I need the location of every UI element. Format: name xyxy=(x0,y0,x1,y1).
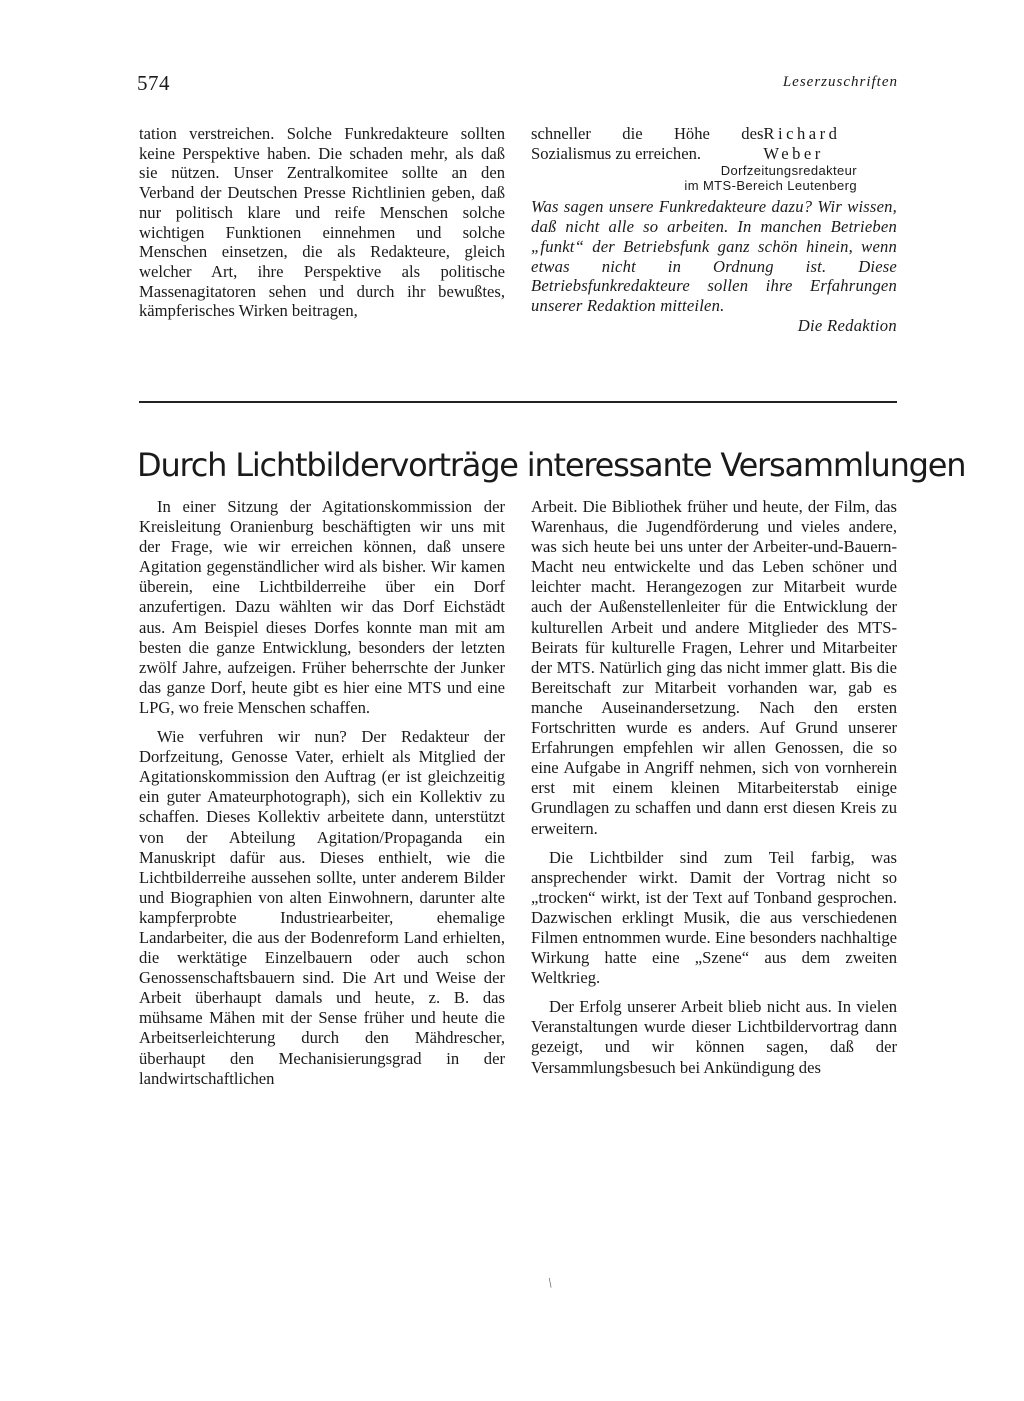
editor-signature: Die Redaktion xyxy=(797,315,897,335)
article-right-column xyxy=(531,497,897,1087)
letter-closing xyxy=(531,124,897,163)
signature-role-line-2: im MTS-Bereich Leutenberg xyxy=(684,178,857,194)
article-left-column xyxy=(139,497,505,1098)
page-number: 574 xyxy=(137,71,170,95)
scan-mark: / xyxy=(545,1276,557,1292)
running-head: Leserzuschriften xyxy=(782,74,898,90)
article-paragraph: Der Erfolg unserer Arbeit blieb nicht aus. In vielen Veranstaltungen wurde dieser Lichtbildervortrag dann gezeigt, und wir können sagen, daß der Versammlungsbesuch bei Ankündigung des xyxy=(531,997,897,1077)
letter-left-column xyxy=(139,124,505,321)
article-title: Durch Lichtbildervorträge interessante Versammlungen xyxy=(137,446,966,484)
article-paragraph: In einer Sitzung der Agitationskommission der Kreisleitung Oranienburg beschäftigten wir uns mit der Frage, wie wir erreichen können, daß unsere Agitation gegenständlicher wird als bisher. Wir kamen überein, eine Lichtbilderreihe über ein Dorf anzufertigen. Dazu wählten wir das Dorf Eichstädt aus. Am Beispiel dieses Dorfes konnte man mit am besten die ganze Entwicklung, besonders der letzten zwölf Jahre, aufzeigen. Früher beherrschte der Junker das ganze Dorf, heute gibt es hier eine MTS und eine LPG, wo freie Menschen schaffen. xyxy=(139,497,505,717)
signature-role xyxy=(531,163,857,193)
editor-note: Was sagen unsere Funkredakteure dazu? Wir wissen, daß nicht alle so arbeiten. In manchen Betrieben „funkt“ der Betriebsfunk ganz schön hinein, wenn etwas nicht in Ordnung ist. Diese Betriebsfunkredakteure sollen ihre Erfahrungen unserer Redaktion mitteilen. xyxy=(531,197,897,315)
article-paragraph: Die Lichtbilder sind zum Teil farbig, was ansprechender wirkt. Damit der Vortrag nicht so „trocken“ wirkt, ist der Text auf Tonband gesprochen. Dazwischen erklingt Musik, die aus verschiedenen Filmen entnommen wurde. Eine besonders nachhaltige Wirkung hatte eine „Szene“ aus dem zweiten Weltkrieg. xyxy=(531,847,897,988)
article-paragraph: Arbeit. Die Bibliothek früher und heute, der Film, das Warenhaus, die Jugendförderung und vieles andere, was sich heute bei uns unter der Arbeiter-und-Bauern-Macht neu entwickelte und das Leben schöner und leichter macht. Herangezogen zur Mitarbeit wurde auch der Außenstellenleiter für die Entwicklung der kulturellen Arbeit und andere Mitglieder des MTS-Beirats für kulturelle Fragen, Lehrer und Mitarbeiter der MTS. Natürlich ging das nicht immer glatt. Bis die Bereitschaft zur Mitarbeit vorhanden war, gab es manche Auseinandersetzung. Nach den ersten Fortschritten wurde es anders. Auf Grund unserer Erfahrungen empfehlen wir allen Genossen, die so eine Aufgabe in Angriff nehmen, sich von vornherein erst mit einem kleinen Mitarbeiterstab einige Grundlagen zu schaffen und dann erst diesen Kreis zu erweitern. xyxy=(531,497,897,838)
signature-role-line-1: Dorfzeitungsredakteur xyxy=(720,163,857,179)
letter-text-end: schneller die Höhe des Sozialismus zu erreichen. xyxy=(531,124,764,163)
letter-text: tation verstreichen. Solche Funkredakteure sollten keine Perspektive haben. Die schaden mehr, als daß sie nützen. Unser Zentralkomitee sollte an den Verband der Deutschen Presse Richtlinien geben, daß nur politisch klare und reife Menschen solche wichtigen Funktionen einnehmen und solche Menschen einsetzen, die als Redakteure, gleich welcher Art, ihre Perspektive als politische Massenagitatoren sehen und durch ihr bewußtes, kämpferisches Wirken beitragen, xyxy=(139,124,505,321)
signature-name: Richard Weber xyxy=(763,124,841,163)
letter-right-column xyxy=(531,124,897,335)
section-divider xyxy=(139,401,897,403)
article-paragraph: Wie verfuhren wir nun? Der Redakteur der Dorfzeitung, Genosse Vater, erhielt als Mitglied der Agitationskommission den Auftrag (er ist gleichzeitig ein guter Amateurphotograph), sich ein Kollektiv zu schaffen. Dieses Kollektiv arbeitete dann, unterstützt von der Abteilung Agitation/Propaganda ein Manuskript dafür aus. Dieses enthielt, wie die Lichtbilderreihe aussehen sollte, unter anderem Bilder und Biographien von alten Einwohnern, darunter alte kampferprobte Industriearbeiter, ehemalige Landarbeiter, die aus der Bodenreform Land erhielten, die werktätige Einzelbauern oder auch schon Genossenschaftsbauern sind. Die Art und Weise der Arbeit überhaupt damals und heute, z. B. das mühsame Mähen mit der Sense früher und heute die Arbeitserleichterung durch den Mähdrescher, überhaupt den Mechanisierungsgrad in der landwirtschaftlichen xyxy=(139,727,505,1088)
